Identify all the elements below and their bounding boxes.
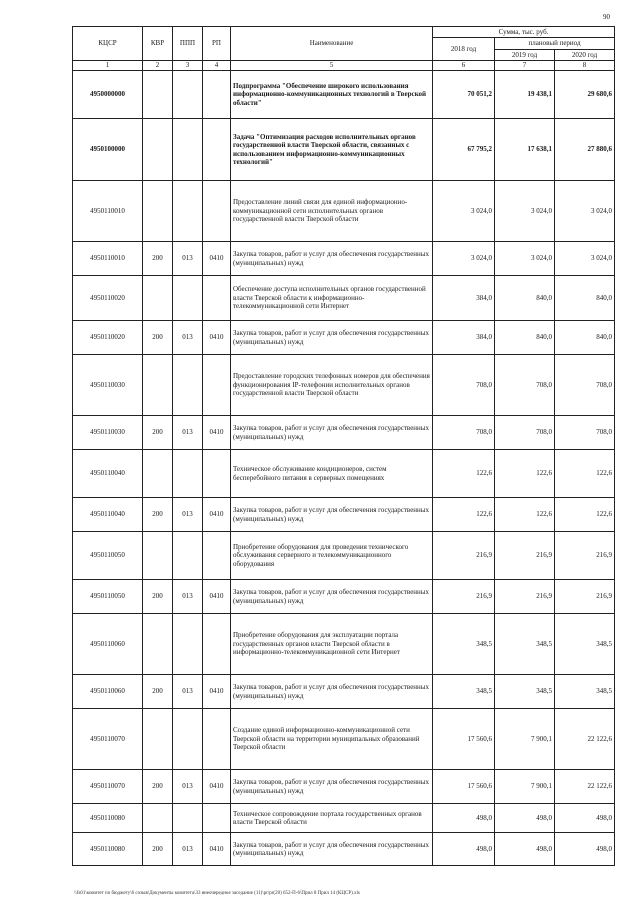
column-number: 6 xyxy=(433,61,495,71)
header-2018: 2018 год xyxy=(433,38,495,61)
cell-2020: 840,0 xyxy=(555,276,615,321)
cell-2019: 19 438,1 xyxy=(495,71,555,119)
header-2020: 2020 год xyxy=(555,50,615,61)
cell-2018: 708,0 xyxy=(433,416,495,450)
cell-rp xyxy=(203,450,231,498)
cell-kcsr: 4950110080 xyxy=(73,804,143,833)
cell-rp xyxy=(203,532,231,580)
cell-kcsr: 4950110020 xyxy=(73,321,143,355)
cell-gpp: 013 xyxy=(173,498,203,532)
cell-kvr: 200 xyxy=(143,833,173,866)
table-row xyxy=(73,181,615,242)
cell-gpp xyxy=(173,181,203,242)
cell-2018: 3 024,0 xyxy=(433,181,495,242)
table-row xyxy=(73,532,615,580)
cell-rp xyxy=(203,181,231,242)
cell-2019: 840,0 xyxy=(495,276,555,321)
cell-rp xyxy=(203,355,231,416)
cell-2020: 27 880,6 xyxy=(555,119,615,181)
cell-2020: 122,6 xyxy=(555,498,615,532)
cell-rp: 0410 xyxy=(203,580,231,614)
cell-2020: 3 024,0 xyxy=(555,181,615,242)
cell-gpp xyxy=(173,276,203,321)
footer-file-path: \\fs01\комитет по бюджету\6 созыв\Документы комитета\33 внеочередное заседание (11)\pr\pr(20) 652-П-6\Прил 8 Прил 14 (КЦСР).xls xyxy=(74,891,360,896)
cell-name: Закупка товаров, работ и услуг для обеспечения государственных (муниципальных) нужд xyxy=(231,770,433,804)
cell-2020: 348,5 xyxy=(555,614,615,675)
cell-2020: 708,0 xyxy=(555,416,615,450)
page-number: 90 xyxy=(603,13,610,21)
cell-name: Приобретение оборудования для эксплуатации портала государственных органов власти Тверской области в информационно-телекоммуникационной сети Интернет xyxy=(231,614,433,675)
cell-2018: 498,0 xyxy=(433,833,495,866)
cell-2018: 17 560,6 xyxy=(433,709,495,770)
cell-2018: 3 024,0 xyxy=(433,242,495,276)
cell-kvr xyxy=(143,532,173,580)
header-rp: РП xyxy=(203,27,231,61)
cell-kcsr: 4950110040 xyxy=(73,450,143,498)
cell-gpp: 013 xyxy=(173,770,203,804)
cell-2019: 840,0 xyxy=(495,321,555,355)
table-row xyxy=(73,804,615,833)
header-2019: 2019 год xyxy=(495,50,555,61)
table-row xyxy=(73,242,615,276)
cell-gpp xyxy=(173,355,203,416)
cell-rp xyxy=(203,709,231,770)
cell-kvr: 200 xyxy=(143,498,173,532)
cell-2019: 216,9 xyxy=(495,580,555,614)
cell-2018: 122,6 xyxy=(433,498,495,532)
cell-gpp: 013 xyxy=(173,833,203,866)
cell-2020: 498,0 xyxy=(555,833,615,866)
table-row xyxy=(73,355,615,416)
cell-gpp: 013 xyxy=(173,242,203,276)
cell-gpp xyxy=(173,614,203,675)
cell-name: Предоставление городских телефонных номеров для обеспечения функционирования IP-телефонии исполнительных органов государственной власти Тверской области xyxy=(231,355,433,416)
cell-name: Создание единой информационно-коммуникационной сети Тверской области на территории муниципальных образований Тверской области xyxy=(231,709,433,770)
cell-2019: 498,0 xyxy=(495,804,555,833)
column-number: 7 xyxy=(495,61,555,71)
cell-2019: 498,0 xyxy=(495,833,555,866)
cell-kcsr: 4950110080 xyxy=(73,833,143,866)
cell-2020: 216,9 xyxy=(555,532,615,580)
table-body xyxy=(73,27,615,866)
cell-2018: 67 795,2 xyxy=(433,119,495,181)
cell-rp: 0410 xyxy=(203,770,231,804)
cell-name: Закупка товаров, работ и услуг для обеспечения государственных (муниципальных) нужд xyxy=(231,580,433,614)
cell-2018: 216,9 xyxy=(433,580,495,614)
cell-gpp xyxy=(173,532,203,580)
cell-2020: 348,5 xyxy=(555,675,615,709)
cell-kvr: 200 xyxy=(143,675,173,709)
cell-gpp xyxy=(173,804,203,833)
cell-name: Закупка товаров, работ и услуг для обеспечения государственных (муниципальных) нужд xyxy=(231,675,433,709)
cell-kvr xyxy=(143,181,173,242)
cell-name: Закупка товаров, работ и услуг для обеспечения государственных (муниципальных) нужд xyxy=(231,416,433,450)
header-kcsr: КЦСР xyxy=(73,27,143,61)
cell-name: Техническое обслуживание кондиционеров, систем бесперебойного питания в серверных помещениях xyxy=(231,450,433,498)
table-row xyxy=(73,416,615,450)
cell-rp xyxy=(203,614,231,675)
cell-kvr xyxy=(143,355,173,416)
cell-rp: 0410 xyxy=(203,242,231,276)
cell-2018: 348,5 xyxy=(433,675,495,709)
table-row xyxy=(73,276,615,321)
cell-kcsr: 4950110050 xyxy=(73,580,143,614)
cell-gpp xyxy=(173,709,203,770)
cell-2020: 708,0 xyxy=(555,355,615,416)
cell-kvr: 200 xyxy=(143,770,173,804)
table-row xyxy=(73,450,615,498)
cell-2019: 122,6 xyxy=(495,450,555,498)
cell-kvr xyxy=(143,71,173,119)
budget-table xyxy=(72,26,615,866)
cell-2020: 840,0 xyxy=(555,321,615,355)
cell-2018: 384,0 xyxy=(433,276,495,321)
table-row xyxy=(73,71,615,119)
table-row xyxy=(73,770,615,804)
cell-2019: 216,9 xyxy=(495,532,555,580)
column-number: 5 xyxy=(231,61,433,71)
cell-2019: 7 900,1 xyxy=(495,709,555,770)
cell-kvr: 200 xyxy=(143,321,173,355)
table-row xyxy=(73,119,615,181)
cell-2019: 122,6 xyxy=(495,498,555,532)
table-row xyxy=(73,675,615,709)
cell-2019: 348,5 xyxy=(495,614,555,675)
cell-rp xyxy=(203,119,231,181)
column-number: 4 xyxy=(203,61,231,71)
cell-kvr: 200 xyxy=(143,580,173,614)
cell-2018: 384,0 xyxy=(433,321,495,355)
cell-name: Предоставление линий связи для единой информационно-коммуникационной сети исполнительных органов государственной власти Тверской области xyxy=(231,181,433,242)
cell-2020: 22 122,6 xyxy=(555,709,615,770)
cell-2019: 3 024,0 xyxy=(495,181,555,242)
cell-2018: 498,0 xyxy=(433,804,495,833)
cell-2018: 216,9 xyxy=(433,532,495,580)
table-row xyxy=(73,498,615,532)
header-planned: плановый период xyxy=(495,38,615,50)
header-gpp: ППП xyxy=(173,27,203,61)
cell-kcsr: 4950110030 xyxy=(73,355,143,416)
cell-2018: 17 560,6 xyxy=(433,770,495,804)
cell-kcsr: 4950110070 xyxy=(73,770,143,804)
cell-kcsr: 4950110010 xyxy=(73,242,143,276)
cell-2020: 3 024,0 xyxy=(555,242,615,276)
column-number: 8 xyxy=(555,61,615,71)
cell-rp: 0410 xyxy=(203,321,231,355)
header-row xyxy=(73,27,615,38)
header-kvr: КВР xyxy=(143,27,173,61)
cell-name: Подпрограмма "Обеспечение широкого использования информационно-коммуникационных технологий в Тверской области" xyxy=(231,71,433,119)
cell-2019: 708,0 xyxy=(495,355,555,416)
header-name: Наименование xyxy=(231,27,433,61)
cell-rp: 0410 xyxy=(203,498,231,532)
cell-kvr xyxy=(143,709,173,770)
cell-kvr xyxy=(143,804,173,833)
cell-2020: 122,6 xyxy=(555,450,615,498)
cell-gpp xyxy=(173,119,203,181)
cell-2019: 708,0 xyxy=(495,416,555,450)
cell-2019: 348,5 xyxy=(495,675,555,709)
column-number: 1 xyxy=(73,61,143,71)
cell-rp: 0410 xyxy=(203,833,231,866)
cell-2018: 70 051,2 xyxy=(433,71,495,119)
column-number: 2 xyxy=(143,61,173,71)
cell-2019: 17 638,1 xyxy=(495,119,555,181)
cell-kvr xyxy=(143,276,173,321)
table-row xyxy=(73,833,615,866)
cell-kcsr: 4950110070 xyxy=(73,709,143,770)
cell-kcsr: 4950110050 xyxy=(73,532,143,580)
cell-name: Закупка товаров, работ и услуг для обеспечения государственных (муниципальных) нужд xyxy=(231,321,433,355)
column-number-row xyxy=(73,61,615,71)
cell-rp xyxy=(203,804,231,833)
cell-name: Закупка товаров, работ и услуг для обеспечения государственных (муниципальных) нужд xyxy=(231,498,433,532)
cell-2020: 216,9 xyxy=(555,580,615,614)
cell-gpp: 013 xyxy=(173,675,203,709)
cell-2020: 29 680,6 xyxy=(555,71,615,119)
cell-kcsr: 4950000000 xyxy=(73,71,143,119)
cell-gpp xyxy=(173,71,203,119)
cell-gpp xyxy=(173,450,203,498)
table-row xyxy=(73,614,615,675)
cell-name: Обеспечение доступа исполнительных органов государственной власти Тверской области к информационно-телекоммуникационной сети Интернет xyxy=(231,276,433,321)
cell-kcsr: 4950110010 xyxy=(73,181,143,242)
cell-kvr: 200 xyxy=(143,416,173,450)
table-row xyxy=(73,580,615,614)
table-row xyxy=(73,709,615,770)
cell-gpp: 013 xyxy=(173,580,203,614)
cell-kcsr: 4950110060 xyxy=(73,614,143,675)
table-row xyxy=(73,321,615,355)
cell-kvr: 200 xyxy=(143,242,173,276)
cell-kcsr: 4950110040 xyxy=(73,498,143,532)
cell-kcsr: 4950100000 xyxy=(73,119,143,181)
cell-gpp: 013 xyxy=(173,416,203,450)
cell-name: Техническое сопровождение портала государственных органов власти Тверской области xyxy=(231,804,433,833)
cell-name: Закупка товаров, работ и услуг для обеспечения государственных (муниципальных) нужд xyxy=(231,242,433,276)
cell-name: Закупка товаров, работ и услуг для обеспечения государственных (муниципальных) нужд xyxy=(231,833,433,866)
cell-rp xyxy=(203,276,231,321)
cell-2020: 498,0 xyxy=(555,804,615,833)
cell-2019: 7 900,1 xyxy=(495,770,555,804)
cell-2018: 122,6 xyxy=(433,450,495,498)
cell-name: Приобретение оборудования для проведения технического обслуживания серверного и телекоммуникационного оборудования xyxy=(231,532,433,580)
cell-gpp: 013 xyxy=(173,321,203,355)
cell-name: Задача "Оптимизация расходов исполнительных органов государственной власти Тверской области, связанных с использованием информационно-коммуникационных технологий" xyxy=(231,119,433,181)
cell-kvr xyxy=(143,450,173,498)
cell-kcsr: 4950110060 xyxy=(73,675,143,709)
cell-kcsr: 4950110030 xyxy=(73,416,143,450)
header-sum: Сумма, тыс. руб. xyxy=(433,27,615,38)
cell-rp xyxy=(203,71,231,119)
cell-rp: 0410 xyxy=(203,416,231,450)
cell-2019: 3 024,0 xyxy=(495,242,555,276)
cell-kvr xyxy=(143,614,173,675)
cell-kcsr: 4950110020 xyxy=(73,276,143,321)
cell-2018: 348,5 xyxy=(433,614,495,675)
cell-2018: 708,0 xyxy=(433,355,495,416)
column-number: 3 xyxy=(173,61,203,71)
cell-kvr xyxy=(143,119,173,181)
cell-2020: 22 122,6 xyxy=(555,770,615,804)
cell-rp: 0410 xyxy=(203,675,231,709)
